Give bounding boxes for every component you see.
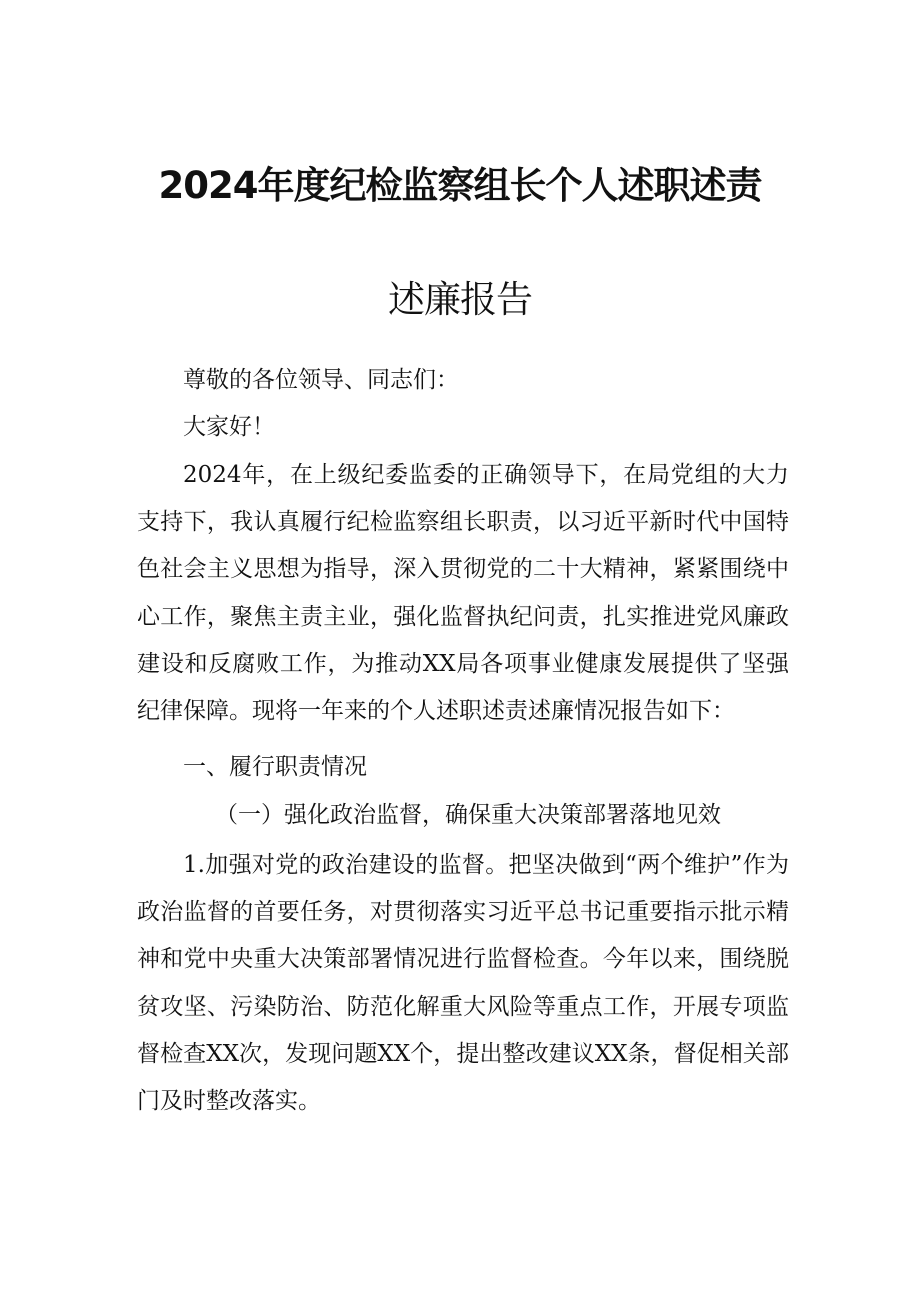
body-paragraph: 1.加强对党的政治建设的监督。把坚决做到“两个维护”作为政治监督的首要任务，对贯彻落实习近平总书记重要指示批示精神和党中央重大决策部署情况进行监督检查。今年以来，围绕脱贫攻坚、污染防治、防范化解重大风险等重点工作，开展专项监督检查XX次，发现问题XX个，提出整改建议XX条，督促相关部门及时整改落实。 [137, 852, 789, 1115]
subsection-heading: （一）强化政治监督，确保重大决策部署落地见效 [215, 802, 721, 828]
intro-paragraph: 2024年，在上级纪委监委的正确领导下，在局党组的大力支持下，我认真履行纪检监察组长职责，以习近平新时代中国特色社会主义思想为指导，深入贯彻党的二十大精神，紧紧围绕中心工作，聚焦主责主业，强化监督执纪问责，扎实推进党风廉政建设和反腐败工作，为推动XX局各项事业健康发展提供了坚强纪律保障。现将一年来的个人述职述责述廉情况报告如下： [137, 462, 789, 725]
section-heading: 一、履行职责情况 [183, 754, 367, 780]
document-title-line-2: 述廉报告 [388, 278, 532, 321]
salutation: 大家好！ [183, 414, 275, 440]
document-title-line-1: 2024年度纪检监察组长个人述职述责 [158, 164, 762, 207]
greeting: 尊敬的各位领导、同志们： [183, 367, 459, 393]
